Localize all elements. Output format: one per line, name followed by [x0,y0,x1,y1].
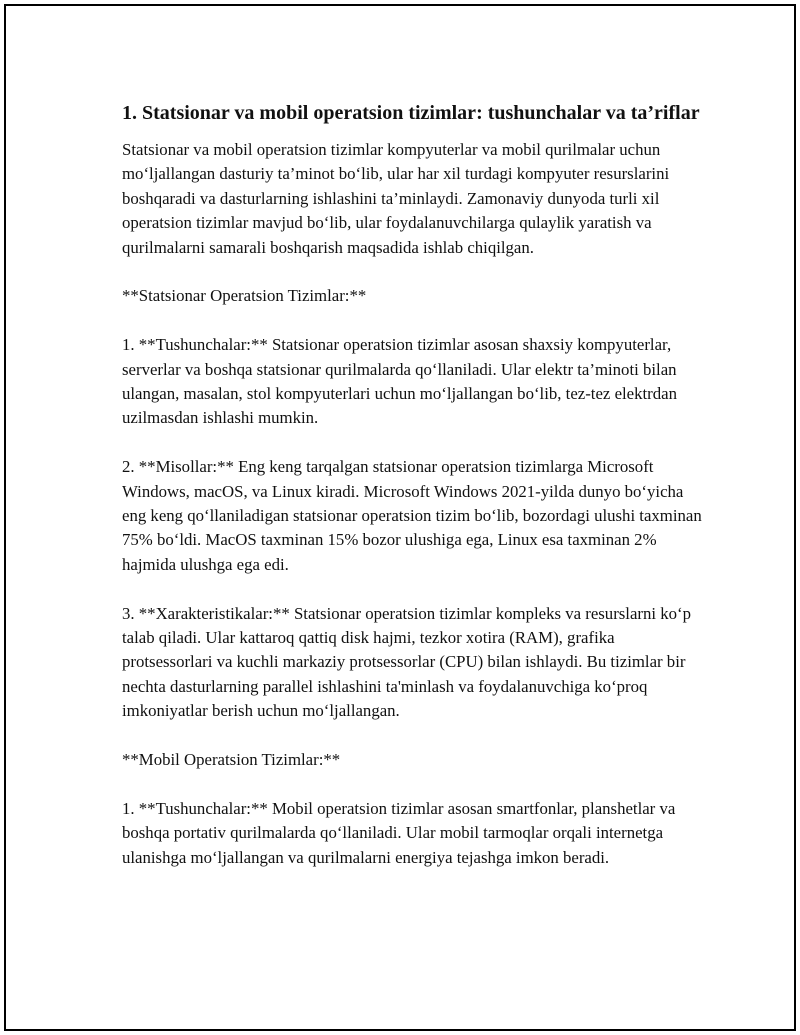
section-heading-mobile: **Mobil Operatsion Tizimlar:** [122,750,341,770]
mobile-concepts-paragraph: 1. **Tushunchalar:** Mobil operatsion tizimlar asosan smartfonlar, planshetlar va boshqa portativ qurilmalarda qo‘llaniladi. Ular mobil tarmoqlar orqali internetga ulanishga mo‘ljallangan va qurilmalarni energiya tejashga imkon beradi. [122,798,676,867]
stationary-characteristics-paragraph: 3. **Xarakteristikalar:** Statsionar operatsion tizimlar kompleks va resurslarni ko‘p talab qiladi. Ular kattaroq qattiq disk hajmi, tezkor xotira (RAM), grafika protsessorlari va kuchli markaziy protsessorlar (CPU) bilan ishlaydi. Bu tizimlar bir nechta dasturlarning parallel ishlashini ta'minlash va foydalanuvchiga ko‘proq imkoniyatlar berish uchun mo‘ljallangan. [122,603,692,721]
stationary-concepts-paragraph: 1. **Tushunchalar:** Statsionar operatsion tizimlar asosan shaxsiy kompyuterlar, serverlar va boshqa statsionar qurilmalarda qo‘llaniladi. Ular elektr ta’minoti bilan ulangan, masalan, stol kompyuterlari uchun mo‘ljallangan bo‘lib, tez-tez elektrdan uzilmasdan ishlashi mumkin. [122,335,677,428]
document-page [4,4,796,1031]
document-body [122,99,702,894]
intro-paragraph: Statsionar va mobil operatsion tizimlar kompyuterlar va mobil qurilmalar uchun mo‘ljallangan dasturiy ta’minot bo‘lib, ular har xil turdagi kompyuter resurslarini boshqaradi va dasturlarning ishlashini ta’minlaydi. Zamonaviy dunyoda turli xil operatsion tizimlar mavjud bo‘lib, ular foydalanuvchilarga qulaylik yaratish va qurilmalarni samarali boshqarish maqsadida ishlab chiqilgan. [122,140,670,257]
stationary-examples-paragraph: 2. **Misollar:** Eng keng tarqalgan statsionar operatsion tizimlarga Microsoft Windows, macOS, va Linux kiradi. Microsoft Windows 2021-yilda dunyo bo‘yicha eng keng qo‘llaniladigan statsionar operatsion tizim bo‘lib, bozordagi ulushi taxminan 75% bo‘ldi. MacOS taxminan 15% bozor ulushiga ega, Linux esa taxminan 2% hajmida ulushga ega edi. [122,457,702,574]
section-heading-stationary: **Statsionar Operatsion Tizimlar:** [122,286,367,306]
document-title: 1. Statsionar va mobil operatsion tizimlar: tushunchalar va ta’riflar [122,102,700,124]
